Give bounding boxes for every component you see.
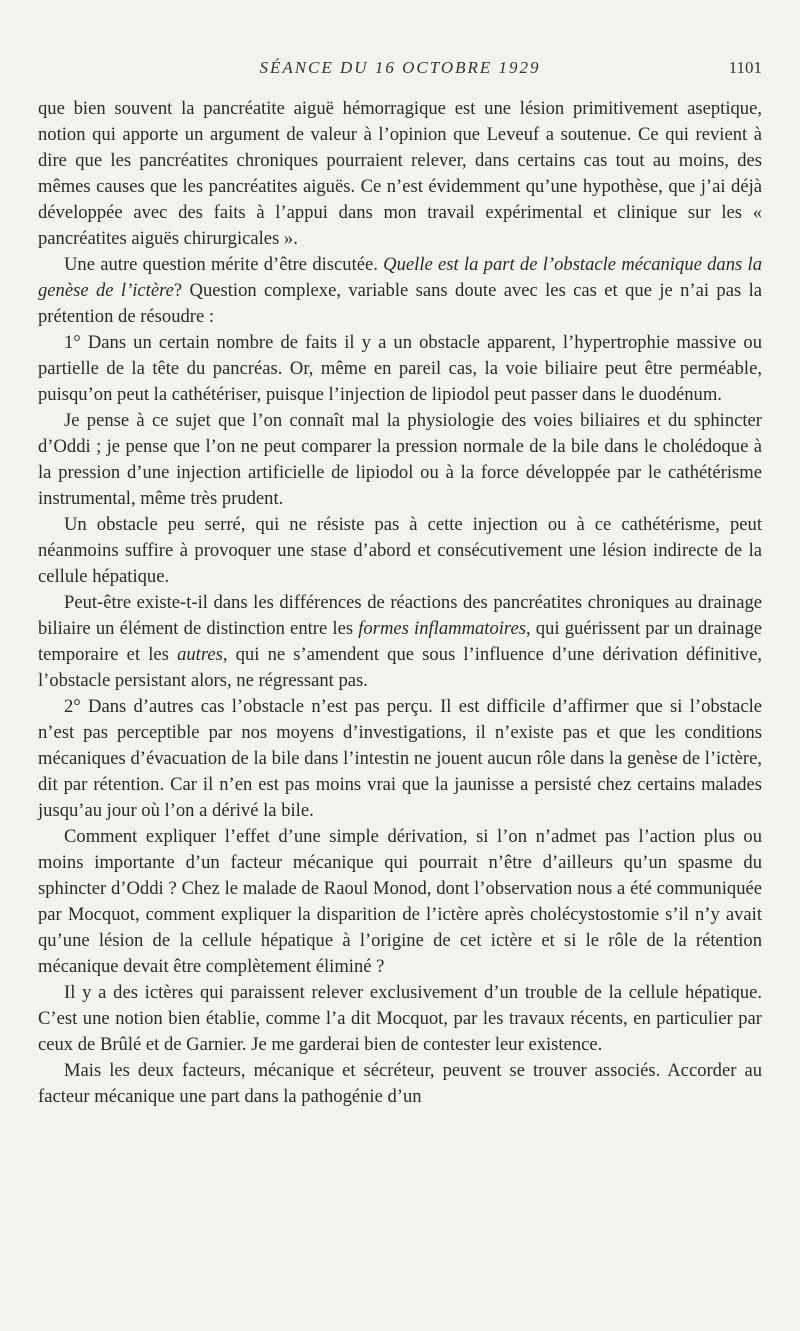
paragraph: Un obstacle peu serré, qui ne résiste pas à cette injection ou à ce cathétérisme, peut néanmoins suffire à provoquer une stase d’abord et consécutivement une lésion indirecte de la cellule hépatique. xyxy=(38,514,762,587)
paragraph: Il y a des ictères qui paraissent relever exclusivement d’un trouble de la cellule hépatique. C’est une notion bien établie, comme l’a dit Mocquot, par les travaux récents, en particulier par ceux de Brûlé et de Garnier. Je me garderai bien de contester leur existence. xyxy=(38,982,762,1055)
paragraph: Peut-être existe-t-il dans les différences de réactions des pancréatites chroniques au drainage biliaire un élément de distinction entre les formes inflammatoires, qui guérissent par un drainage temporaire et les autres, qui ne s’amendent que sous l’influence d’une dérivation définitive, l’obstacle persistant alors, ne régressant pas. xyxy=(38,592,763,691)
running-title: SÉANCE DU 16 OCTOBRE 1929 xyxy=(259,58,541,77)
paragraph: 2° Dans d’autres cas l’obstacle n’est pas perçu. Il est difficile d’affirmer que si l’obstacle n’est pas perceptible par nos moyens d’investigations, il n’existe pas et que les conditions mécaniques d’évacuation de la bile dans l’intestin ne jouent aucun rôle dans la genèse de l’ictère, dit par rétention. Car il n’en est pas moins vrai que la jaunisse a persisté chez certains malades jusqu’au jour où l’on a dérivé la bile. xyxy=(38,696,762,821)
page-number: 1101 xyxy=(728,58,762,77)
paragraph: 1° Dans un certain nombre de faits il y a un obstacle apparent, l’hypertrophie massive ou partielle de la tête du pancréas. Or, même en pareil cas, la voie biliaire peut être perméable, puisqu’on peut la cathétériser, puisque l’injection de lipiodol peut passer dans le duodénum. xyxy=(38,332,762,405)
paragraph: Une autre question mérite d’être discutée. Quelle est la part de l’obstacle mécanique dans la genèse de l’ictère? Question complexe, variable sans doute avec les cas et que je n’ai pas la prétention de résoudre : xyxy=(38,254,762,327)
page-header xyxy=(38,58,762,82)
paragraph: que bien souvent la pancréatite aiguë hémorragique est une lésion primitivement aseptique, notion qui apporte un argument de valeur à l’opinion que Leveuf a soutenue. Ce qui revient à dire que les pancréatites chroniques pourraient relever, dans certains cas tout au moins, des mêmes causes que les pancréatites aiguës. Ce n’est évidemment qu’une hypothèse, que j’ai déjà développée avec des faits à l’appui dans mon travail expérimental et clinique sur les « pancréatites aiguës chirurgicales ». xyxy=(38,98,762,249)
body-text xyxy=(38,96,762,1110)
paragraph: Comment expliquer l’effet d’une simple dérivation, si l’on n’admet pas l’action plus ou moins importante d’un facteur mécanique qui pourrait n’être d’ailleurs qu’un spasme du sphincter d’Oddi ? Chez le malade de Raoul Monod, dont l’observation nous a été communiquée par Mocquot, comment expliquer la disparition de l’ictère après cholécystostomie s’il n’y avait qu’une lésion de la cellule hépatique à l’origine de cet ictère et si le rôle de la rétention mécanique devait être complètement éliminé ? xyxy=(38,826,762,977)
paragraph: Mais les deux facteurs, mécanique et sécréteur, peuvent se trouver associés. Accorder au facteur mécanique une part dans la pathogénie d’un xyxy=(38,1060,762,1107)
paragraph: Je pense à ce sujet que l’on connaît mal la physiologie des voies biliaires et du sphincter d’Oddi ; je pense que l’on ne peut comparer la pression normale de la bile dans le cholédoque à la pression d’une injection artificielle de lipiodol ou à la force développée par le cathétérisme instrumental, même très prudent. xyxy=(38,410,762,509)
